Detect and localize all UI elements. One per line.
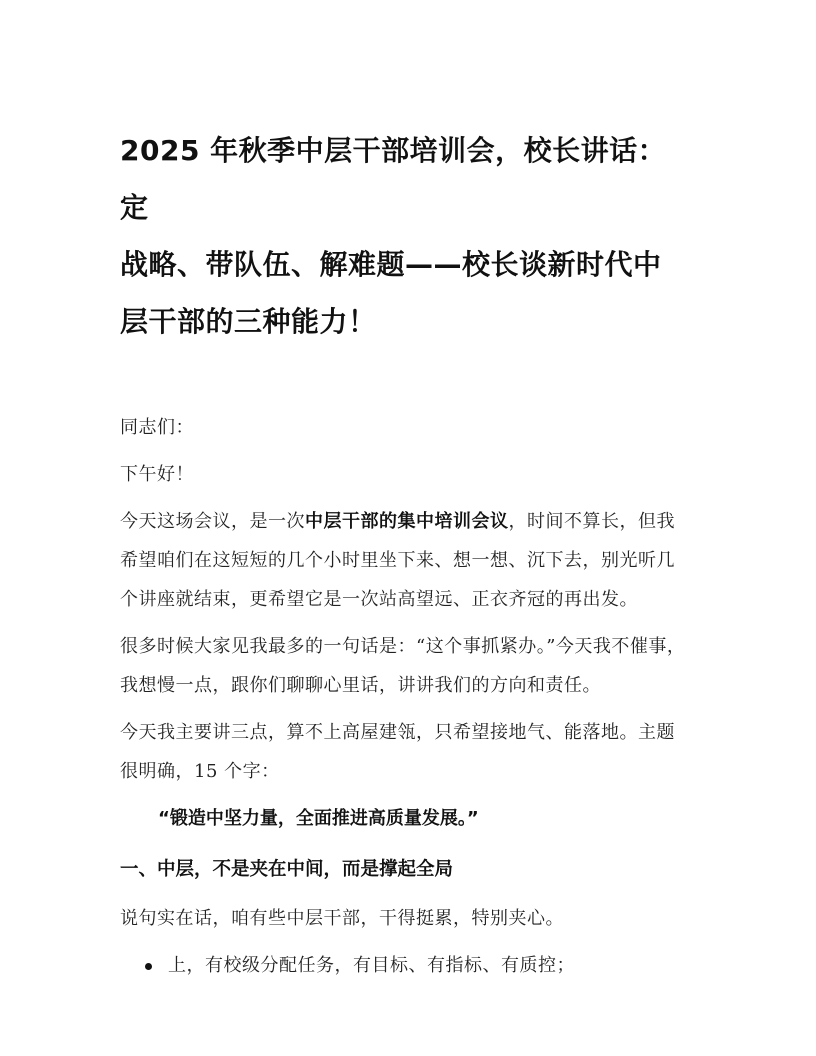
paragraph-text: ，时间不算长，但我希望咱们在这短短的几个小时里坐下来、想一想、沉下去，别光听几个讲座就结束，更希望它是一次站高望远、正衣齐冠的再出发。 [120,511,675,610]
paragraph-three-points: 今天我主要讲三点，算不上高屋建瓴，只希望接地气、能落地。主题很明确，15 个字： [120,722,675,782]
section-1-intro: 说句实在话，咱有些中层干部，干得挺累，特别夹心。 [120,908,564,929]
section-heading-1: 一、中层，不是夹在中间，而是撑起全局 [120,859,454,880]
salutation: 同志们： [120,417,194,438]
document-title [120,122,690,350]
document-page [120,122,690,985]
paragraph-text: 今天这场会议，是一次 [120,511,305,532]
title-line-3: 层干部的三种能力！ [120,305,377,338]
greeting: 下午好！ [120,464,194,485]
bullet-list [120,946,690,985]
title-line-2: 战略、带队伍、解难题——校长谈新时代中 [120,248,662,281]
list-item-text: 上，有校级分配任务，有目标、有指标、有质控； [168,955,575,976]
list-item [120,946,690,985]
theme-quote: “锻造中坚力量，全面推进高质量发展。” [158,808,479,829]
paragraph-urge: 很多时候大家见我最多的一句话是：“这个事抓紧办。”今天我不催事，我想慢一点，跟你们聊聊心里话，讲讲我们的方向和责任。 [120,636,686,696]
bullet-icon [145,963,152,970]
title-line-1: 2025 年秋季中层干部培训会，校长讲话：定 [120,134,667,224]
paragraph-intro [120,502,690,619]
document-body [120,408,690,985]
bold-emphasis: 中层干部的集中培训会议 [305,511,509,532]
